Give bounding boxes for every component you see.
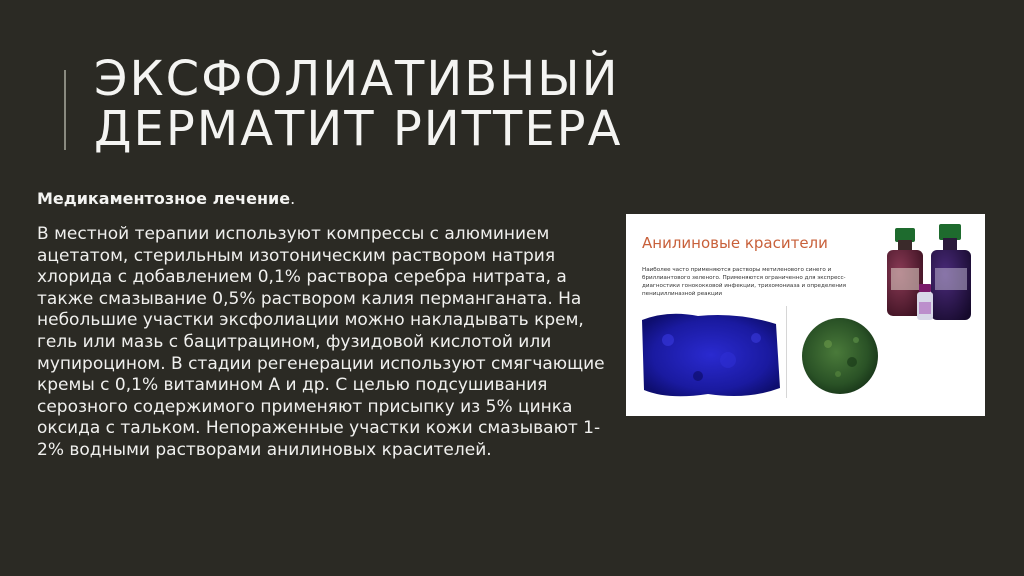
brilliant-green-powder-image <box>798 314 882 398</box>
dye-bottles-image <box>881 222 981 334</box>
slide-title <box>94 51 623 157</box>
title-accent-line <box>64 70 66 150</box>
subheading-text: Медикаментозное лечение <box>37 189 291 208</box>
subheading-dot: . <box>290 189 296 208</box>
methylene-blue-powder-image <box>638 310 782 400</box>
body-paragraph: В местной терапии используют компрессы с алюминием ацетатом, стерильным изотоническим раствором натрия хлорида с добавлением 0,1% раствора серебра нитрата, а также смазывание 0,5% раствором калия перманганата. На небольшие участки эксфолиации можно накладывать крем, гель или мазь с бацитрацином, фузидовой кислотой или мупироцином. В стадии регенерации используют смягчающие кремы с 0,1% витамином А и др. С целью подсушивания серозного содержимого применяют присыпку из 5% цинка оксида с тальком. Непораженные участки кожи смазывают 1-2% водными растворами анилиновых красителей. <box>37 224 605 460</box>
slide-title-line-1: ЭКСФОЛИАТИВНЫЙ <box>94 51 620 107</box>
figure-caption: Наиболее часто применяются растворы метиленового синего и бриллиантового зеленого. Применяются ограниченно для экспресс-диагностики гонококковой инфекции, трихомониаза и определения пенициллиназной реакции <box>642 267 846 297</box>
slide-title-line-2: ДЕРМАТИТ РИТТЕРА <box>94 101 623 157</box>
figure-title: Анилиновые красители <box>642 234 828 252</box>
subheading <box>37 189 295 208</box>
figure-divider <box>786 306 787 398</box>
aniline-dyes-figure <box>626 214 985 416</box>
